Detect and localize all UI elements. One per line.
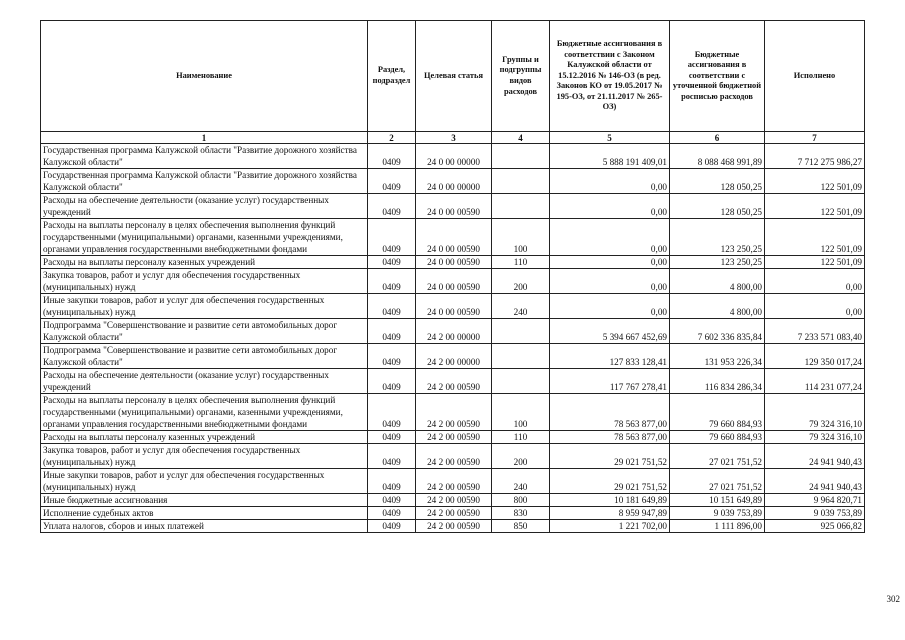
row-name: Закупка товаров, работ и услуг для обеспечения государственных (муниципальных) нужд [41,444,368,469]
row-article: 24 2 00 00000 [416,319,492,344]
row-refined-allocation: 123 250,25 [670,256,765,269]
row-law-allocation: 78 563 877,00 [550,394,670,431]
row-section: 0409 [368,319,416,344]
header-executed: Исполнено [765,21,865,132]
row-executed: 122 501,09 [765,194,865,219]
row-group: 830 [492,507,550,520]
row-name: Расходы на выплаты персоналу казенных учреждений [41,431,368,444]
row-refined-allocation: 79 660 884,93 [670,431,765,444]
table-row [41,344,865,369]
column-number: 4 [492,132,550,144]
table-row [41,444,865,469]
table-row [41,520,865,533]
row-section: 0409 [368,431,416,444]
column-number: 1 [41,132,368,144]
row-name: Подпрограмма "Совершенствование и развитие сети автомобильных дорог Калужской области" [41,319,368,344]
row-name: Иные закупки товаров, работ и услуг для обеспечения государственных (муниципальных) нужд [41,469,368,494]
row-refined-allocation: 8 088 468 991,89 [670,144,765,169]
row-group: 850 [492,520,550,533]
row-section: 0409 [368,369,416,394]
row-article: 24 0 00 00590 [416,194,492,219]
row-group: 240 [492,294,550,319]
row-executed: 0,00 [765,294,865,319]
table-row [41,294,865,319]
row-group [492,369,550,394]
row-article: 24 0 00 00590 [416,269,492,294]
row-executed: 0,00 [765,269,865,294]
row-executed: 7 712 275 986,27 [765,144,865,169]
row-article: 24 2 00 00590 [416,494,492,507]
row-refined-allocation: 27 021 751,52 [670,469,765,494]
row-law-allocation: 8 959 947,89 [550,507,670,520]
row-article: 24 2 00 00590 [416,469,492,494]
row-section: 0409 [368,269,416,294]
row-section: 0409 [368,194,416,219]
row-group [492,194,550,219]
row-law-allocation: 1 221 702,00 [550,520,670,533]
row-article: 24 2 00 00590 [416,431,492,444]
row-executed: 7 233 571 083,40 [765,319,865,344]
row-executed: 122 501,09 [765,169,865,194]
row-article: 24 2 00 00590 [416,507,492,520]
row-section: 0409 [368,507,416,520]
row-law-allocation: 127 833 128,41 [550,344,670,369]
row-law-allocation: 0,00 [550,256,670,269]
row-refined-allocation: 128 050,25 [670,169,765,194]
row-law-allocation: 29 021 751,52 [550,469,670,494]
row-section: 0409 [368,144,416,169]
table-row [41,169,865,194]
row-section: 0409 [368,444,416,469]
row-group: 110 [492,256,550,269]
table-row [41,431,865,444]
row-group: 100 [492,394,550,431]
row-group [492,319,550,344]
table-row [41,256,865,269]
table-row [41,369,865,394]
row-section: 0409 [368,344,416,369]
row-section: 0409 [368,294,416,319]
column-number: 7 [765,132,865,144]
row-group [492,169,550,194]
row-section: 0409 [368,520,416,533]
row-group: 200 [492,444,550,469]
row-refined-allocation: 116 834 286,34 [670,369,765,394]
header-law-allocations: Бюджетные ассигнования в соответствии с Законом Калужской области от 15.12.2016 № 146-ОЗ (в ред. Законов КО от 19.05.2017 № 195-ОЗ, от 21.11.2017 № 265-ОЗ) [550,21,670,132]
row-executed: 79 324 316,10 [765,431,865,444]
row-group: 110 [492,431,550,444]
row-article: 24 2 00 00590 [416,444,492,469]
row-section: 0409 [368,256,416,269]
row-article: 24 0 00 00590 [416,256,492,269]
table-row [41,469,865,494]
row-article: 24 2 00 00000 [416,344,492,369]
row-section: 0409 [368,394,416,431]
budget-report-page [40,20,900,604]
header-section: Раздел, подраздел [368,21,416,132]
row-section: 0409 [368,494,416,507]
row-law-allocation: 29 021 751,52 [550,444,670,469]
row-law-allocation: 0,00 [550,219,670,256]
row-law-allocation: 10 181 649,89 [550,494,670,507]
row-law-allocation: 0,00 [550,169,670,194]
row-name: Расходы на выплаты персоналу в целях обеспечения выполнения функций государственными (муниципальными) органами, казенными учреждениями, органами управления государственными внебюджетными фондами [41,394,368,431]
row-law-allocation: 0,00 [550,294,670,319]
row-executed: 122 501,09 [765,256,865,269]
table-row [41,494,865,507]
row-executed: 9 039 753,89 [765,507,865,520]
column-number: 6 [670,132,765,144]
row-name: Расходы на выплаты персоналу в целях обеспечения выполнения функций государственными (муниципальными) органами, казенными учреждениями, органами управления государственными внебюджетными фондами [41,219,368,256]
row-law-allocation: 5 888 191 409,01 [550,144,670,169]
row-refined-allocation: 1 111 896,00 [670,520,765,533]
row-article: 24 2 00 00590 [416,369,492,394]
row-section: 0409 [368,169,416,194]
row-article: 24 2 00 00590 [416,394,492,431]
row-name: Исполнение судебных актов [41,507,368,520]
row-group: 240 [492,469,550,494]
row-executed: 122 501,09 [765,219,865,256]
row-refined-allocation: 4 800,00 [670,269,765,294]
row-name: Расходы на обеспечение деятельности (оказание услуг) государственных учреждений [41,369,368,394]
row-name: Расходы на обеспечение деятельности (оказание услуг) государственных учреждений [41,194,368,219]
page-number: 302 [886,594,900,604]
row-name: Государственная программа Калужской области "Развитие дорожного хозяйства Калужской области" [41,169,368,194]
row-refined-allocation: 79 660 884,93 [670,394,765,431]
row-law-allocation: 5 394 667 452,69 [550,319,670,344]
table-header [41,21,865,144]
row-law-allocation: 117 767 278,41 [550,369,670,394]
row-article: 24 0 00 00000 [416,144,492,169]
row-group [492,344,550,369]
row-name: Уплата налогов, сборов и иных платежей [41,520,368,533]
row-executed: 129 350 017,24 [765,344,865,369]
header-article: Целевая статья [416,21,492,132]
row-refined-allocation: 10 151 649,89 [670,494,765,507]
row-executed: 24 941 940,43 [765,444,865,469]
table-row [41,144,865,169]
row-article: 24 0 00 00000 [416,169,492,194]
row-article: 24 0 00 00590 [416,219,492,256]
column-number: 5 [550,132,670,144]
row-name: Закупка товаров, работ и услуг для обеспечения государственных (муниципальных) нужд [41,269,368,294]
row-law-allocation: 0,00 [550,269,670,294]
header-name: Наименование [41,21,368,132]
column-number-row [41,132,865,144]
row-name: Расходы на выплаты персоналу казенных учреждений [41,256,368,269]
row-refined-allocation: 123 250,25 [670,219,765,256]
column-number: 2 [368,132,416,144]
row-name: Подпрограмма "Совершенствование и развитие сети автомобильных дорог Калужской области" [41,344,368,369]
row-article: 24 2 00 00590 [416,520,492,533]
table-row [41,269,865,294]
row-refined-allocation: 128 050,25 [670,194,765,219]
row-refined-allocation: 27 021 751,52 [670,444,765,469]
table-row [41,319,865,344]
row-group: 100 [492,219,550,256]
row-refined-allocation: 4 800,00 [670,294,765,319]
row-section: 0409 [368,469,416,494]
row-name: Иные закупки товаров, работ и услуг для обеспечения государственных (муниципальных) нужд [41,294,368,319]
row-article: 24 0 00 00590 [416,294,492,319]
budget-table [40,20,865,533]
row-refined-allocation: 7 602 336 835,84 [670,319,765,344]
row-executed: 24 941 940,43 [765,469,865,494]
row-group [492,144,550,169]
column-number: 3 [416,132,492,144]
table-row [41,507,865,520]
row-name: Иные бюджетные ассигнования [41,494,368,507]
row-refined-allocation: 131 953 226,34 [670,344,765,369]
table-row [41,394,865,431]
table-row [41,194,865,219]
row-law-allocation: 0,00 [550,194,670,219]
header-refined-allocations: Бюджетные ассигнования в соответствии с уточненной бюджетной росписью расходов [670,21,765,132]
table-row [41,219,865,256]
row-name: Государственная программа Калужской области "Развитие дорожного хозяйства Калужской области" [41,144,368,169]
row-executed: 9 964 820,71 [765,494,865,507]
row-group: 200 [492,269,550,294]
row-refined-allocation: 9 039 753,89 [670,507,765,520]
table-body [41,144,865,533]
row-section: 0409 [368,219,416,256]
row-law-allocation: 78 563 877,00 [550,431,670,444]
row-executed: 114 231 077,24 [765,369,865,394]
row-group: 800 [492,494,550,507]
row-executed: 925 066,82 [765,520,865,533]
row-executed: 79 324 316,10 [765,394,865,431]
header-group: Группы и подгруппы видов расходов [492,21,550,132]
